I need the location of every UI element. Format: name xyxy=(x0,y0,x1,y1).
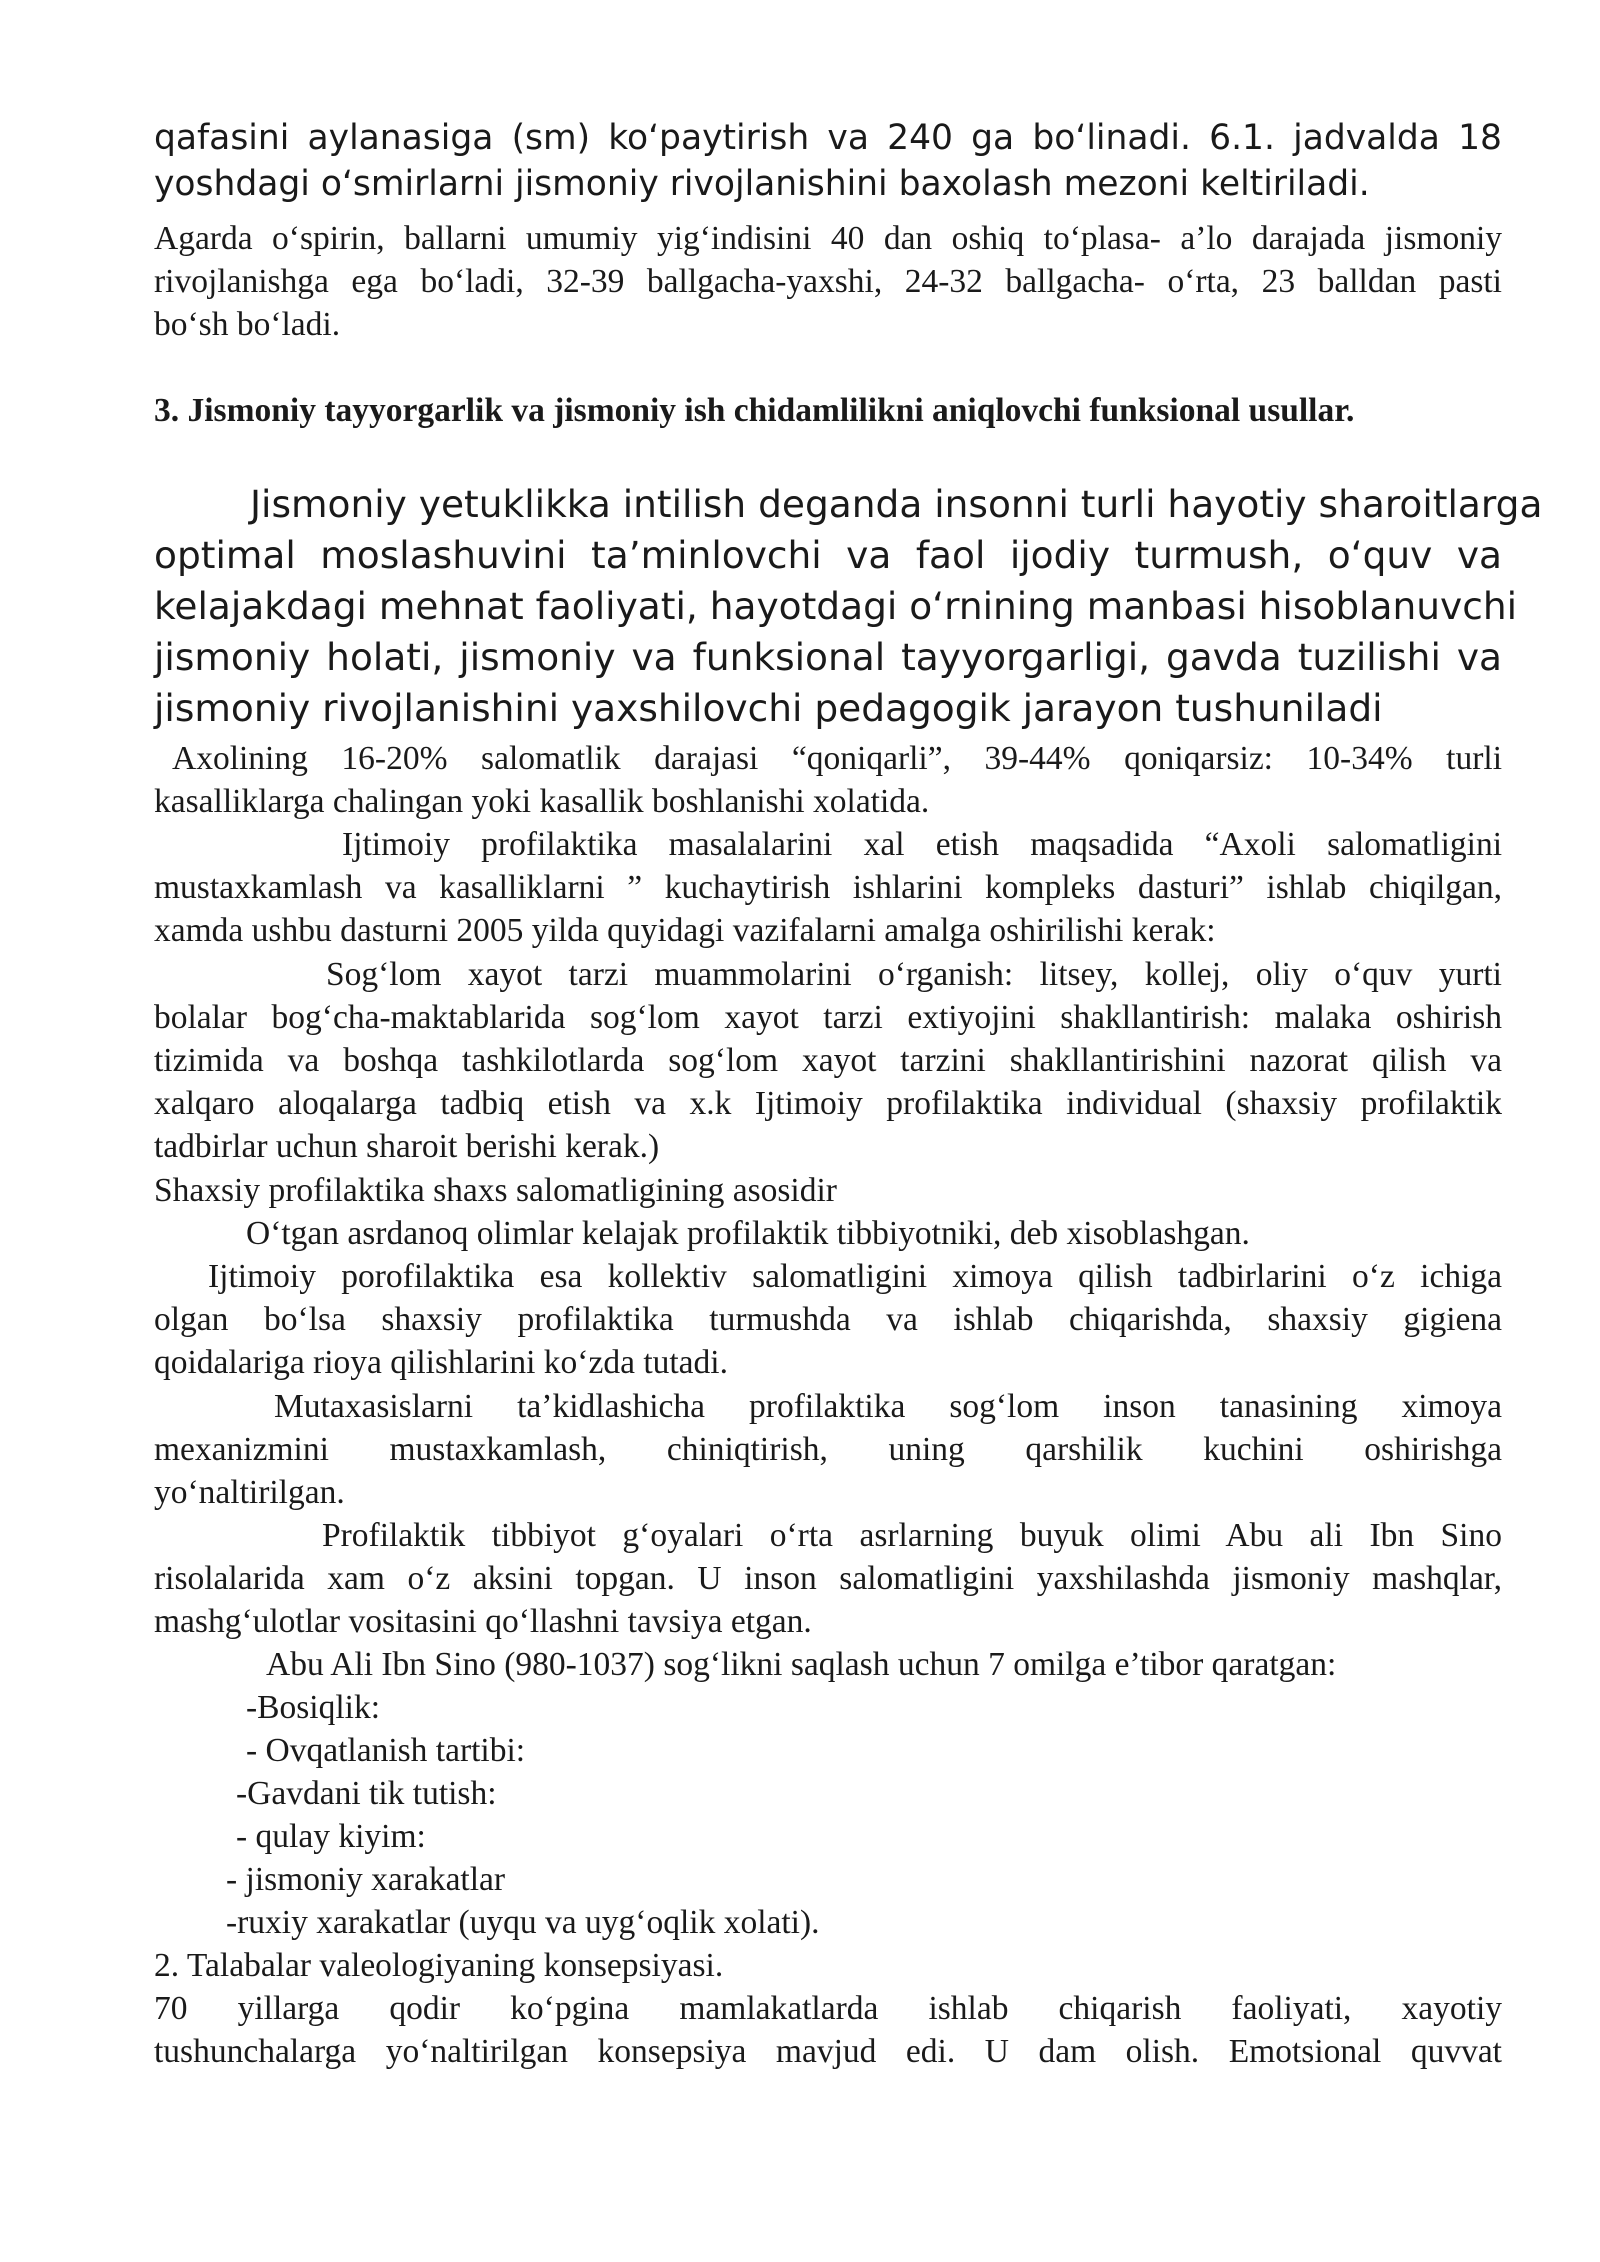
text-line: mustaxkamlash va kasalliklarni ” kuchaytirish ishlarini kompleks dasturi” ishlab chiqilgan, xyxy=(154,869,1502,906)
text-line: Shaxsiy profilaktika shaxs salomatligining asosidir xyxy=(154,1172,837,1209)
text-line: Ijtimoiy porofilaktika esa kollektiv salomatligini ximoya qilish tadbirlarini o‘z ichiga xyxy=(208,1258,1502,1295)
text-line: optimal moslashuvini ta’minlovchi va faol ijodiy turmush, o‘quv va xyxy=(154,533,1502,577)
text-line: 70 yillarga qodir ko‘pgina mamlakatlarda ishlab chiqarish faoliyati, xayotiy xyxy=(154,1990,1502,2027)
list-item: -ruxiy xarakatlar (uyqu va uyg‘oqlik xolati). xyxy=(226,1904,820,1941)
text-line: mexanizmini mustaxkamlash, chiniqtirish, uning qarshilik kuchini oshirishga xyxy=(154,1431,1502,1468)
text-line: tadbirlar uchun sharoit berishi kerak.) xyxy=(154,1128,660,1165)
text-line: qoidalariga rioya qilishlarini ko‘zda tutadi. xyxy=(154,1344,728,1381)
text-line: tizimida va boshqa tashkilotlarda sog‘lom xayot tarzini shakllantirishini nazorat qilish va xyxy=(154,1042,1502,1079)
text-line: kasalliklarga chalingan yoki kasallik boshlanishi xolatida. xyxy=(154,783,930,820)
text-line: xalqaro aloqalarga tadbiq etish va x.k Ijtimoiy profilaktika individual (shaxsiy profilaktik xyxy=(154,1085,1502,1122)
text-line: Agarda o‘spirin, ballarni umumiy yig‘indisini 40 dan oshiq to‘plasa- a’lo darajada jismoniy xyxy=(154,220,1502,257)
text-line: mashg‘ulotlar vositasini qo‘llashni tavsiya etgan. xyxy=(154,1603,812,1640)
text-line: bolalar bog‘cha-maktablarida sog‘lom xayot tarzi extiyojini shakllantirish: malaka oshirish xyxy=(154,999,1502,1036)
text-line: Mutaxasislarni ta’kidlashicha profilaktika sog‘lom inson tanasining ximoya xyxy=(274,1388,1502,1425)
text-line: yo‘naltirilgan. xyxy=(154,1474,345,1511)
text-line: Abu Ali Ibn Sino (980-1037) sog‘likni saqlash uchun 7 omilga e’tibor qaratgan: xyxy=(266,1646,1337,1683)
text-line: jismoniy holati, jismoniy va funksional tayyorgarligi, gavda tuzilishi va xyxy=(154,635,1502,679)
text-line: risolalarida xam o‘z aksini topgan. U inson salomatligini yaxshilashda jismoniy mashqlar, xyxy=(154,1560,1502,1597)
text-line: Jismoniy yetuklikka intilish deganda insonni turli hayotiy sharoitlarga xyxy=(250,482,1543,526)
text-line: 2. Talabalar valeologiyaning konsepsiyasi. xyxy=(154,1947,724,1984)
text-line: jismoniy rivojlanishini yaxshilovchi pedagogik jarayon tushuniladi xyxy=(154,686,1383,730)
list-item: - Ovqatlanish tartibi: xyxy=(246,1732,526,1769)
text-line: Axolining 16-20% salomatlik darajasi “qoniqarli”, 39-44% qoniqarsiz: 10-34% turli xyxy=(172,740,1502,777)
text-line: tushunchalarga yo‘naltirilgan konsepsiya mavjud edi. U dam olish. Emotsional quvvat xyxy=(154,2033,1502,2070)
text-line: qafasini aylanasiga (sm) ko‘paytirish va 240 ga bo‘linadi. 6.1. jadvalda 18 xyxy=(154,118,1502,158)
text-line: Ijtimoiy profilaktika masalalarini xal etish maqsadida “Axoli salomatligini xyxy=(342,826,1502,863)
list-item: - jismoniy xarakatlar xyxy=(226,1861,506,1898)
text-line: bo‘sh bo‘ladi. xyxy=(154,306,341,343)
list-item: -Gavdani tik tutish: xyxy=(236,1775,497,1812)
text-line: rivojlanishga ega bo‘ladi, 32-39 ballgacha-yaxshi, 24-32 ballgacha- o‘rta, 23 balldan pasti xyxy=(154,263,1502,300)
text-line: Sog‘lom xayot tarzi muammolarini o‘rganish: litsey, kollej, oliy o‘quv yurti xyxy=(326,956,1502,993)
text-line: yoshdagi o‘smirlarni jismoniy rivojlanishini baxolash mezoni keltiriladi. xyxy=(154,164,1370,204)
text-line: olgan bo‘lsa shaxsiy profilaktika turmushda va ishlab chiqarishda, shaxsiy gigiena xyxy=(154,1301,1502,1338)
text-line: O‘tgan asrdanoq olimlar kelajak profilaktik tibbiyotniki, deb xisoblashgan. xyxy=(246,1215,1250,1252)
text-line: Profilaktik tibbiyot g‘oyalari o‘rta asrlarning buyuk olimi Abu ali Ibn Sino xyxy=(322,1517,1502,1554)
text-line: kelajakdagi mehnat faoliyati, hayotdagi o‘rnining manbasi hisoblanuvchi xyxy=(154,584,1518,628)
section-heading: 3. Jismoniy tayyorgarlik va jismoniy ish chidamlilikni aniqlovchi funksional usullar. xyxy=(154,392,1355,429)
list-item: - qulay kiyim: xyxy=(236,1818,426,1855)
list-item: -Bosiqlik: xyxy=(246,1689,381,1726)
text-line: xamda ushbu dasturni 2005 yilda quyidagi vazifalarni amalga oshirilishi kerak: xyxy=(154,912,1216,949)
